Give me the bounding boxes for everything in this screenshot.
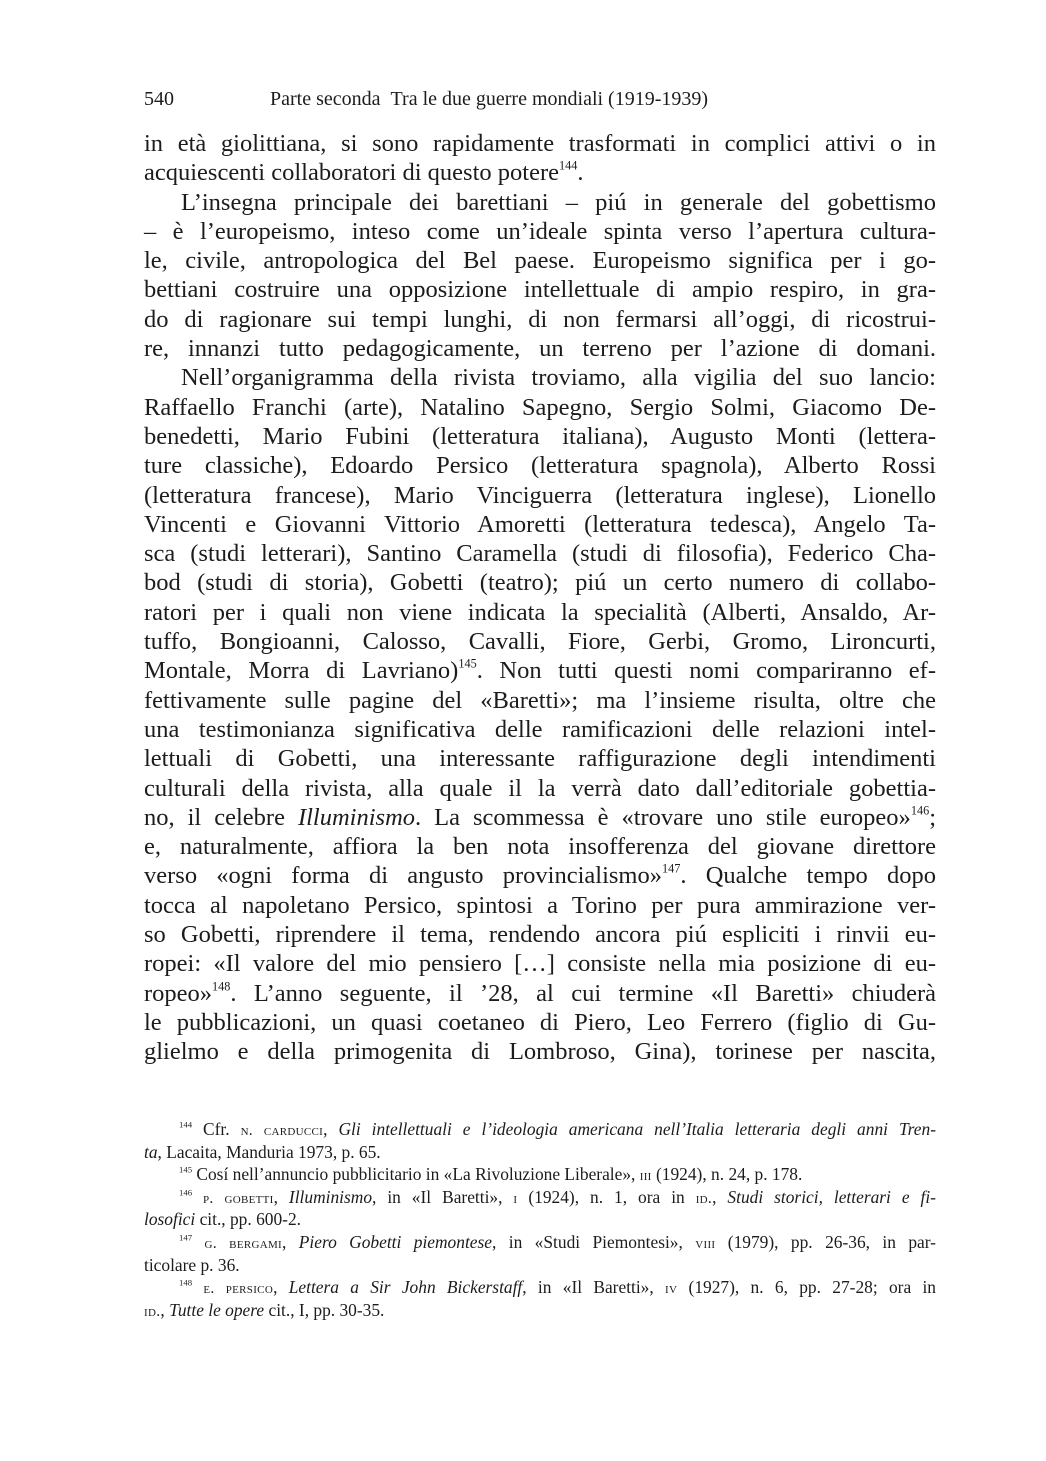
text-line: bod (studi di storia), Gobetti (teatro); piú un certo numero di collabo- — [144, 569, 936, 597]
section-title: Tra le due guerre mondiali (1919-1939) — [390, 88, 709, 110]
text-line: tocca al napoletano Persico, spintosi a Torino per pura ammirazione ver- — [144, 891, 936, 919]
text-line: lettuali di Gobetti, una interessante raffigurazione degli intendimenti — [144, 745, 936, 773]
text-line: bettiani costruire una opposizione intellettuale di ampio respiro, in gra- — [144, 276, 936, 304]
text-line: no, il celebre Illuminismo. La scommessa è «trovare uno stile europeo»$^{146}$; — [144, 803, 936, 831]
footnote-147-cont: ticolare p. 36. — [144, 1254, 240, 1275]
footnote-148: $^{148}$ e. persico, Lettera a Sir John Bickerstaff, in «Il Baretti», iv (1927), n. 6, pp. 27-28; ora in — [179, 1277, 936, 1298]
text-line: so Gobetti, riprendere il tema, rendendo ancora piú espliciti i rinvii eu- — [144, 921, 936, 949]
footnote-146-cont: losofici cit., pp. 600-2. — [144, 1209, 301, 1230]
text-line: (letteratura francese), Mario Vinciguerra (letteratura inglese), Lionello — [144, 481, 936, 509]
text-line: in età giolittiana, si sono rapidamente trasformati in complici attivi o in — [144, 130, 936, 157]
text-line: tuffo, Bongioanni, Calosso, Cavalli, Fiore, Gerbi, Gromo, Lironcurti, — [144, 628, 936, 656]
text-line: – è l’europeismo, inteso come un’ideale spinta verso l’apertura cultura- — [144, 217, 936, 245]
footnote-ref[interactable]: 144 — [558, 158, 578, 173]
text-line: sca (studi letterari), Santino Caramella (studi di filosofia), Federico Cha- — [144, 540, 936, 568]
text-line: ture classiche), Edoardo Persico (letteratura spagnola), Alberto Rossi — [144, 452, 936, 480]
text-line: do di ragionare sui tempi lunghi, di non fermarsi all’oggi, di ricostrui- — [144, 305, 936, 333]
page-number: 540 — [144, 88, 174, 110]
text-line: acquiescenti collaboratori di questo potere$^{144}$. — [144, 158, 584, 187]
footnote-147: $^{147}$ g. bergami, Piero Gobetti piemontese, in «Studi Piemontesi», viii (1979), pp. 26-36, in par- — [179, 1231, 936, 1252]
text-line: glielmo e della primogenita di Lombroso, Gina), torinese per nascita, — [144, 1038, 936, 1066]
text-line: ropei: «Il valore del mio pensiero […] consiste nella mia posizione di eu- — [144, 950, 936, 978]
text-line: fettivamente sulle pagine del «Baretti»; ma l’insieme risulta, oltre che — [144, 686, 936, 714]
text-line: ratori per i quali non viene indicata la specialità (Alberti, Ansaldo, Ar- — [144, 598, 936, 626]
text-line: re, innanzi tutto pedagogicamente, un terreno per l’azione di domani. — [144, 335, 936, 363]
paragraph-start: L’insegna principale dei barettiani – piú in generale del gobettismo — [181, 188, 936, 216]
footnote-144: $^{144}$ Cfr. n. carducci, Gli intellettuali e l’ideologia americana nell’Italia letteraria degli anni Tren- — [179, 1119, 936, 1139]
text-line: le, civile, antropologica del Bel paese. Europeismo significa per i go- — [144, 247, 936, 275]
text-line: verso «ogni forma di angusto provincialismo»$^{147}$. Qualche tempo dopo — [144, 862, 936, 890]
footnote-ref[interactable]: 147 — [661, 862, 681, 877]
footnote-148-cont: id., Tutte le opere cit., I, pp. 30-35. — [144, 1299, 385, 1320]
text-line: ropeo»$^{148}$. L’anno seguente, il ’28, al cui termine «Il Baretti» chiuderà — [144, 979, 936, 1007]
text-line: una testimonianza significativa delle ramificazioni delle relazioni intel- — [144, 715, 936, 743]
main-text — [144, 129, 936, 1067]
text-line: Montale, Morra di Lavriano)$^{145}$. Non tutti questi nomi compariranno ef- — [144, 656, 936, 685]
footnote-ref[interactable]: 145 — [458, 656, 477, 671]
text-line: Raffaello Franchi (arte), Natalino Sapegno, Sergio Solmi, Giacomo De- — [144, 393, 936, 421]
text-line: e, naturalmente, affiora la ben nota insofferenza del giovane direttore — [144, 833, 936, 861]
footnote-ref[interactable]: 148 — [212, 979, 231, 994]
text-line: benedetti, Mario Fubini (letteratura italiana), Augusto Monti (lettera- — [144, 422, 936, 450]
work-title: Illuminismo — [297, 803, 416, 831]
text-line: culturali della rivista, alla quale il la verrà dato dall’editoriale gobettia- — [144, 774, 936, 802]
text-line: le pubblicazioni, un quasi coetaneo di Piero, Leo Ferrero (figlio di Gu- — [144, 1008, 936, 1036]
footnote-145: $^{145}$ Cosí nell’annuncio pubblicitario in «La Rivoluzione Liberale», iii (1924), n. 24, p. 178. — [179, 1164, 803, 1185]
footnote-144-cont: ta, Lacaita, Manduria 1973, p. 65. — [144, 1141, 381, 1162]
footnote-146: $^{146}$ p. gobetti, Illuminismo, in «Il Baretti», i (1924), n. 1, ora in id., Studi storici, letterari e fi- — [179, 1186, 936, 1207]
footnotes — [144, 1118, 936, 1321]
text-line: Vincenti e Giovanni Vittorio Amoretti (letteratura tedesca), Angelo Ta- — [144, 510, 936, 538]
footnote-ref[interactable]: 146 — [910, 803, 930, 818]
part-title: Parte seconda — [270, 88, 381, 110]
paragraph-start: Nell’organigramma della rivista troviamo, alla vigilia del suo lancio: — [181, 364, 936, 392]
running-header — [144, 86, 934, 112]
